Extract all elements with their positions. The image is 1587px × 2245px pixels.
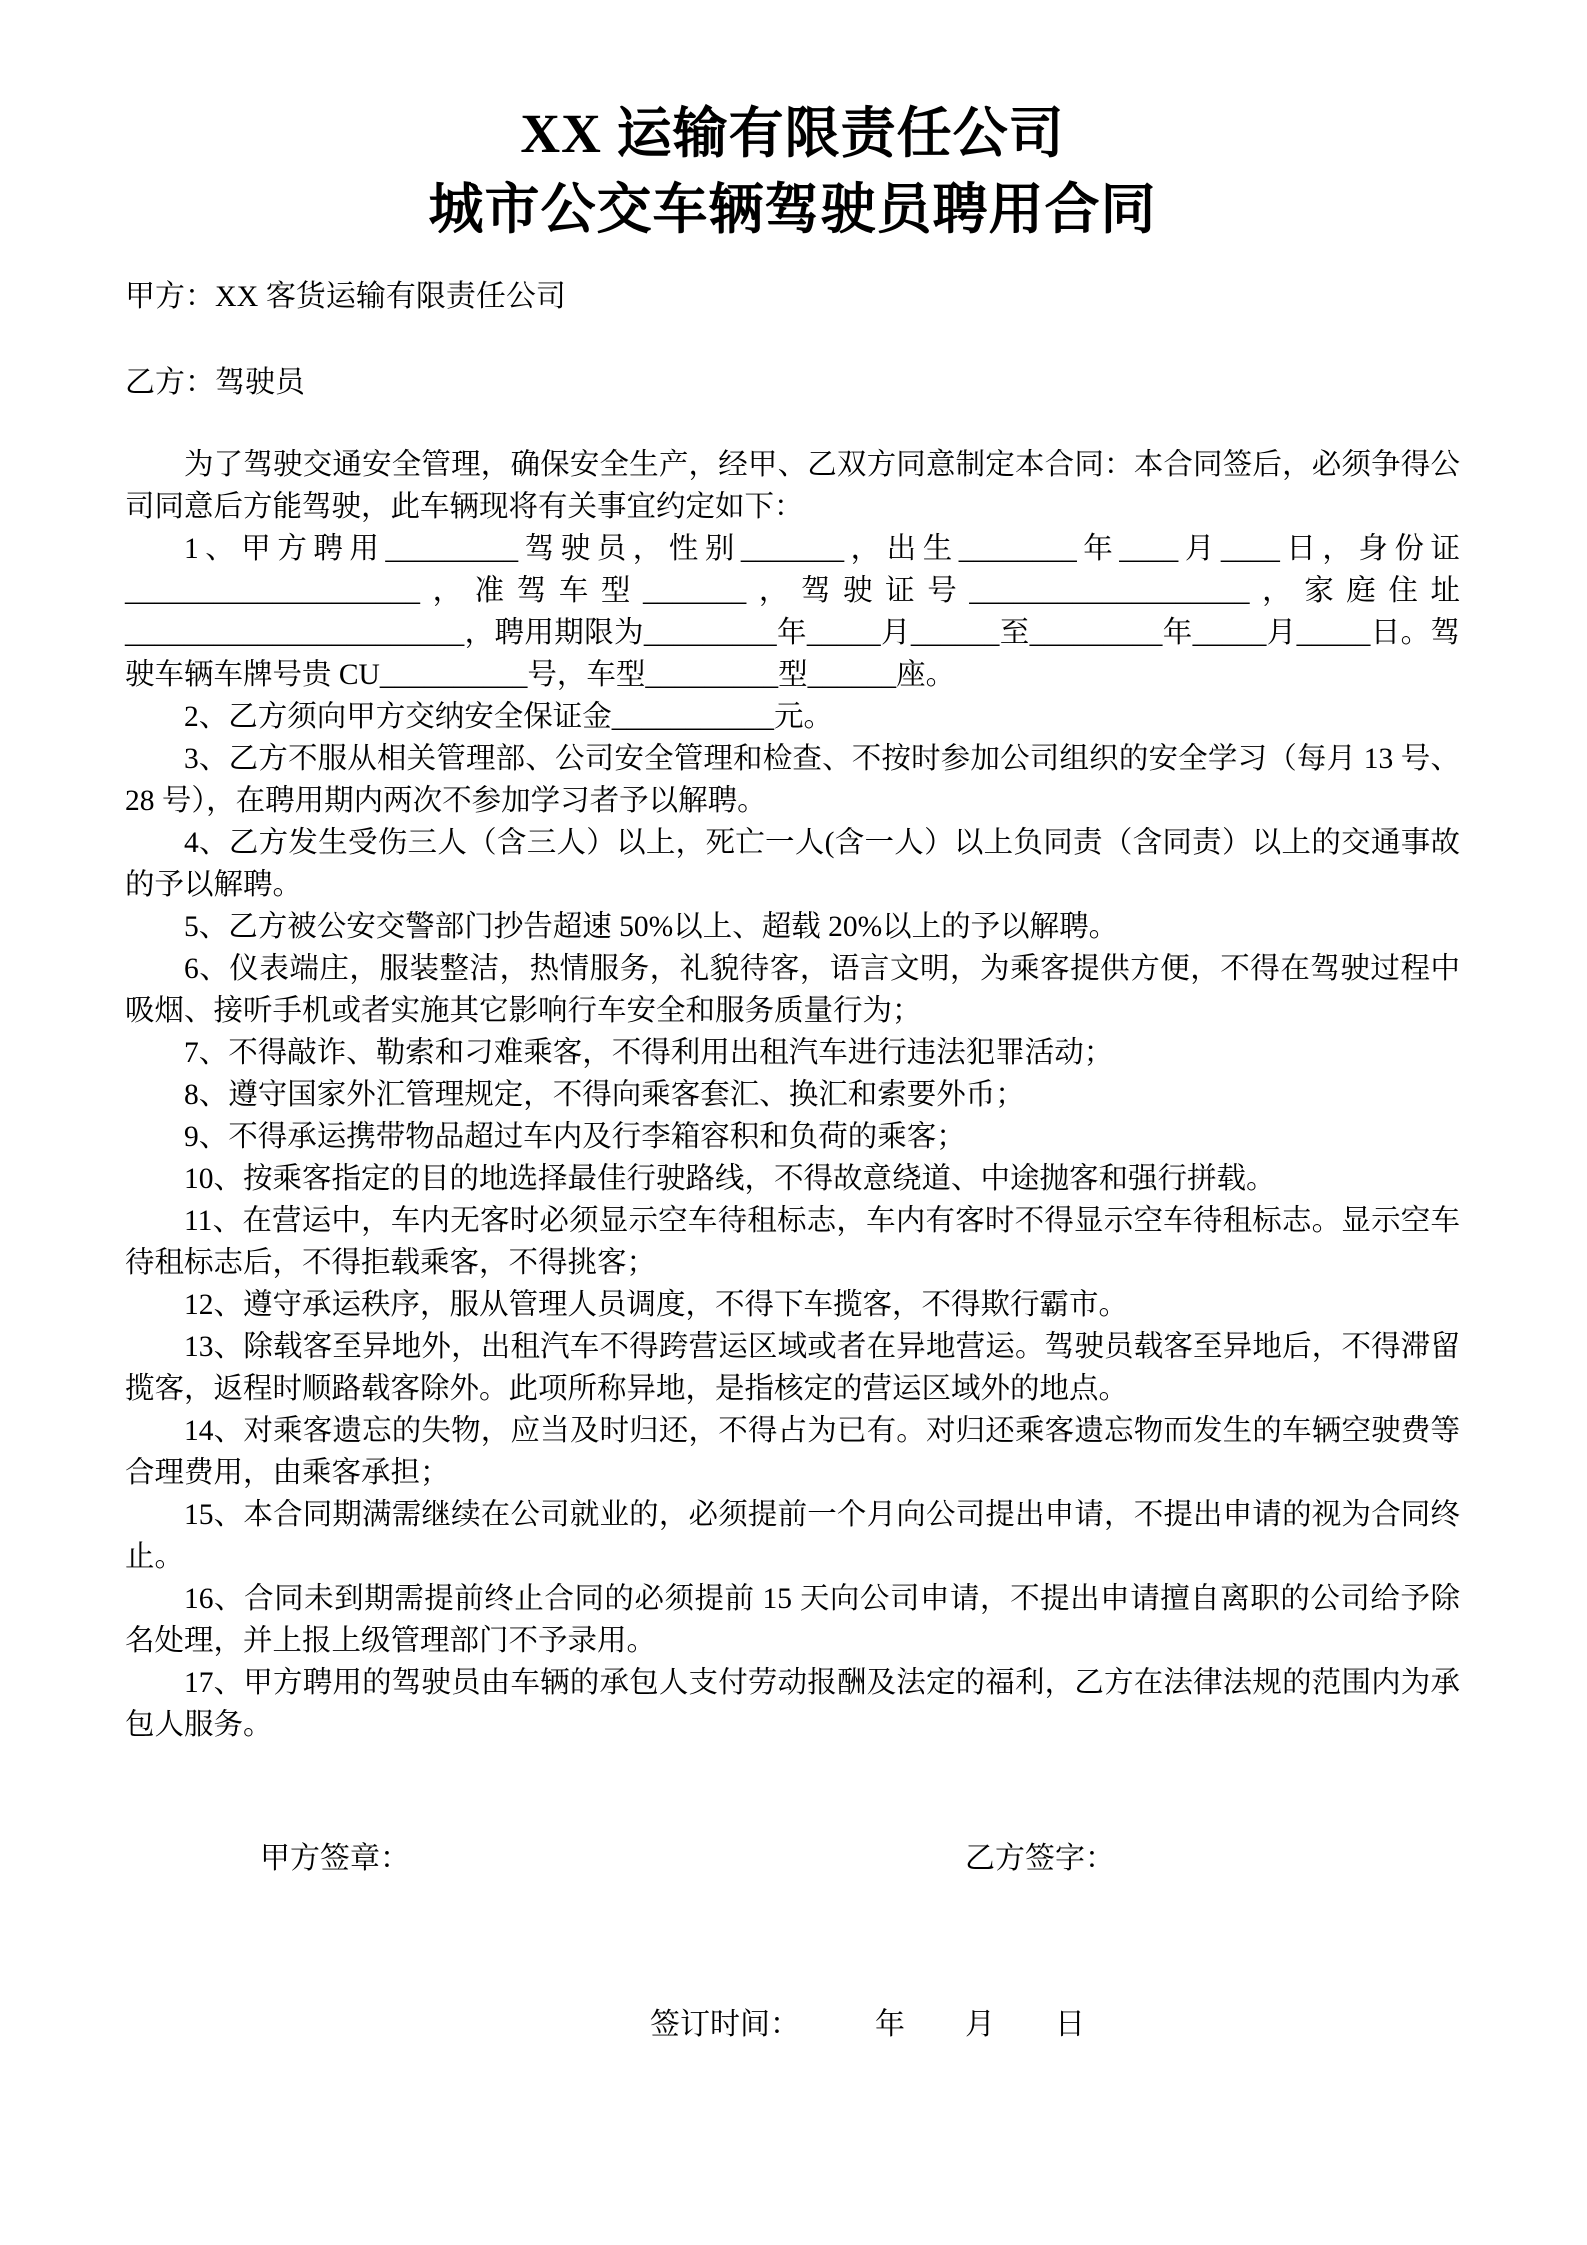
clause-2: 2、乙方须向甲方交纳安全保证金___________元。	[184, 701, 834, 733]
clause-3: 3、乙方不服从相关管理部、公司安全管理和检查、不按时参加公司组织的安全学习（每月 13 号、28 号），在聘用期内两次不参加学习者予以解聘。	[125, 743, 1460, 817]
clause-17: 17、甲方聘用的驾驶员由车辆的承包人支付劳动报酬及法定的福利，乙方在法律法规的范围内为承包人服务。	[125, 1667, 1460, 1741]
clause-5: 5、乙方被公安交警部门抄告超速 50%以上、超载 20%以上的予以解聘。	[184, 911, 1119, 943]
clause-16: 16、合同未到期需提前终止合同的必须提前 15 天向公司申请，不提出申请擅自离职的公司给予除名处理，并上报上级管理部门不予录用。	[125, 1583, 1460, 1657]
contract-title: 城市公交车辆驾驶员聘用合同	[428, 179, 1157, 240]
signature-row	[125, 1838, 1460, 1880]
party-a-line: 甲方：XX 客货运输有限责任公司	[125, 280, 566, 313]
clause-10: 10、按乘客指定的目的地选择最佳行驶路线，不得故意绕道、中途抛客和强行拼载。	[184, 1163, 1276, 1195]
signature-party-b-label: 乙方签字：	[965, 1842, 1115, 1875]
company-title: XX 运输有限责任公司	[520, 103, 1065, 164]
clause-15: 15、本合同期满需继续在公司就业的，必须提前一个月向公司提出申请，不提出申请的视为合同终止。	[125, 1499, 1460, 1573]
clause-11: 11、在营运中，车内无客时必须显示空车待租标志，车内有客时不得显示空车待租标志。显示空车待租标志后，不得拒载乘客，不得挑客；	[125, 1205, 1460, 1279]
clause-4: 4、乙方发生受伤三人（含三人）以上，死亡一人(含一人）以上负同责（含同责）以上的交通事故的予以解聘。	[125, 827, 1460, 901]
signature-party-a-label: 甲方签章：	[260, 1842, 410, 1875]
clause-12: 12、遵守承运秩序，服从管理人员调度，不得下车揽客，不得欺行霸市。	[184, 1289, 1129, 1321]
clause-9: 9、不得承运携带物品超过车内及行李箱容积和负荷的乘客；	[184, 1121, 966, 1153]
clause-6: 6、仪表端庄，服装整洁，热情服务，礼貌待客，语言文明，为乘客提供方便，不得在驾驶过程中吸烟、接听手机或者实施其它影响行车安全和服务质量行为；	[125, 953, 1460, 1027]
clause-7: 7、不得敲诈、勒索和刁难乘客，不得利用出租汽车进行违法犯罪活动；	[184, 1037, 1114, 1069]
clause-14: 14、对乘客遗忘的失物，应当及时归还，不得占为已有。对归还乘客遗忘物而发生的车辆空驶费等合理费用，由乘客承担；	[125, 1415, 1460, 1489]
sign-date-line: 签订时间： 年 月 日	[650, 2008, 1085, 2041]
clause-8: 8、遵守国家外汇管理规定，不得向乘客套汇、换汇和索要外币；	[184, 1079, 1025, 1111]
intro-paragraph: 为了驾驶交通安全管理，确保安全生产，经甲、乙双方同意制定本合同：本合同签后，必须争得公司同意后方能驾驶，此车辆现将有关事宜约定如下：	[125, 449, 1460, 523]
clause-13: 13、除载客至异地外，出租汽车不得跨营运区域或者在异地营运。驾驶员载客至异地后，不得滞留揽客，返程时顺路载客除外。此项所称异地，是指核定的营运区域外的地点。	[125, 1331, 1460, 1405]
party-b-line: 乙方：驾驶员	[125, 366, 305, 399]
clause-1: 1、甲方聘用_________驾驶员，性别_______，出生________年____月____日，身份证____________________，准驾车型_______，驾驶证号___________________，家庭住址 _______________________，聘用期限为_________年_____月______至_________年_____月_____日。驾驶车辆车牌号贵 CU__________号，车型_________型______座。	[125, 533, 1460, 691]
